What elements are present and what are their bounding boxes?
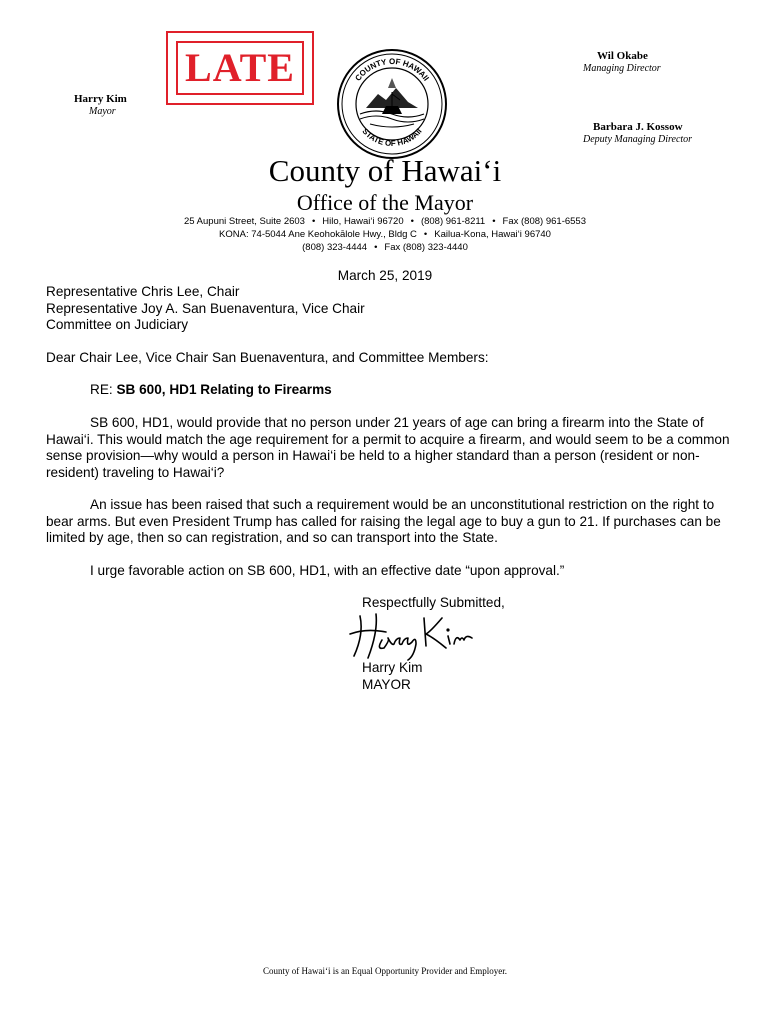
address-fax: Fax (808) 961-6553 bbox=[502, 216, 586, 227]
re-prefix: RE: bbox=[90, 382, 117, 397]
paragraph-1: SB 600, HD1, would provide that no person under 21 years of age can bring a firearm into the State of Hawai‘i. This would match the age requirement for a permit to acquire a firearm, and would seem to be a common sense provision—why would a person in Hawai‘i be held to a higher standard than a person (resident or non-resident) traveling to Hawai‘i? bbox=[46, 415, 730, 480]
kona-address: KONA: 74-5044 Ane Keohokālole Hwy., Bldg C bbox=[219, 229, 417, 240]
address-city: Hilo, Hawai‘i 96720 bbox=[322, 216, 404, 227]
signer-name: Harry Kim bbox=[362, 660, 423, 675]
county-seal-icon bbox=[336, 48, 448, 160]
office-title: Office of the Mayor bbox=[296, 190, 474, 215]
recipient-line: Committee on Judiciary bbox=[46, 317, 189, 332]
letter-date: March 25, 2019 bbox=[337, 268, 433, 283]
svg-text:STATE OF HAWAII: STATE OF HAWAII bbox=[360, 126, 424, 149]
recipient-block bbox=[46, 284, 365, 334]
salutation: Dear Chair Lee, Vice Chair San Buenaventura, and Committee Members: bbox=[46, 350, 489, 365]
bullet-icon: • bbox=[492, 216, 496, 227]
paragraph-2: An issue has been raised that such a requirement would be an unconstitutional restriction on the right to bear arms. But even President Trump has called for raising the legal age to buy a gun to 21. If purchases can be limited by age, then so can registration, and so can transport into the State. bbox=[46, 497, 721, 545]
re-line bbox=[90, 382, 332, 399]
closing: Respectfully Submitted, bbox=[362, 595, 505, 610]
address-line-2 bbox=[0, 229, 770, 241]
managing-director-title: Managing Director bbox=[583, 63, 661, 74]
mayor-title: Mayor bbox=[89, 106, 116, 117]
bullet-icon: • bbox=[410, 216, 414, 227]
address-phone: (808) 961-8211 bbox=[420, 216, 486, 227]
late-stamp bbox=[166, 31, 314, 105]
county-title: County of Hawai‘i bbox=[268, 153, 502, 188]
bullet-icon: • bbox=[374, 242, 378, 253]
address-street: 25 Aupuni Street, Suite 2603 bbox=[184, 216, 305, 227]
late-stamp-text: LATE bbox=[185, 45, 295, 90]
kona-fax: Fax (808) 323-4440 bbox=[384, 242, 468, 253]
re-subject: SB 600, HD1 Relating to Firearms bbox=[116, 382, 332, 397]
bullet-icon: • bbox=[423, 229, 428, 240]
kona-city: Kailua-Kona, Hawai‘i 96740 bbox=[434, 229, 551, 240]
paragraph-3: I urge favorable action on SB 600, HD1, with an effective date “upon approval.” bbox=[90, 563, 565, 578]
address-line-3 bbox=[0, 242, 770, 254]
deputy-director-name: Barbara J. Kossow bbox=[593, 121, 683, 133]
kona-phone: (808) 323-4444 bbox=[302, 242, 368, 253]
footer-notice: County of Hawai‘i is an Equal Opportunity Provider and Employer. bbox=[263, 966, 507, 976]
bullet-icon: • bbox=[311, 216, 316, 227]
recipient-line: Representative Joy A. San Buenaventura, Vice Chair bbox=[46, 300, 365, 316]
signer-title: MAYOR bbox=[362, 677, 411, 692]
mayor-name: Harry Kim bbox=[74, 93, 127, 105]
svg-text:COUNTY OF HAWAII: COUNTY OF HAWAII bbox=[353, 56, 431, 83]
address-line-1 bbox=[0, 216, 770, 228]
signature bbox=[346, 610, 476, 662]
late-stamp-inner-border bbox=[176, 41, 304, 95]
deputy-director-title: Deputy Managing Director bbox=[583, 134, 693, 145]
recipient-line: Representative Chris Lee, Chair bbox=[46, 284, 240, 299]
managing-director-name: Wil Okabe bbox=[597, 50, 648, 62]
